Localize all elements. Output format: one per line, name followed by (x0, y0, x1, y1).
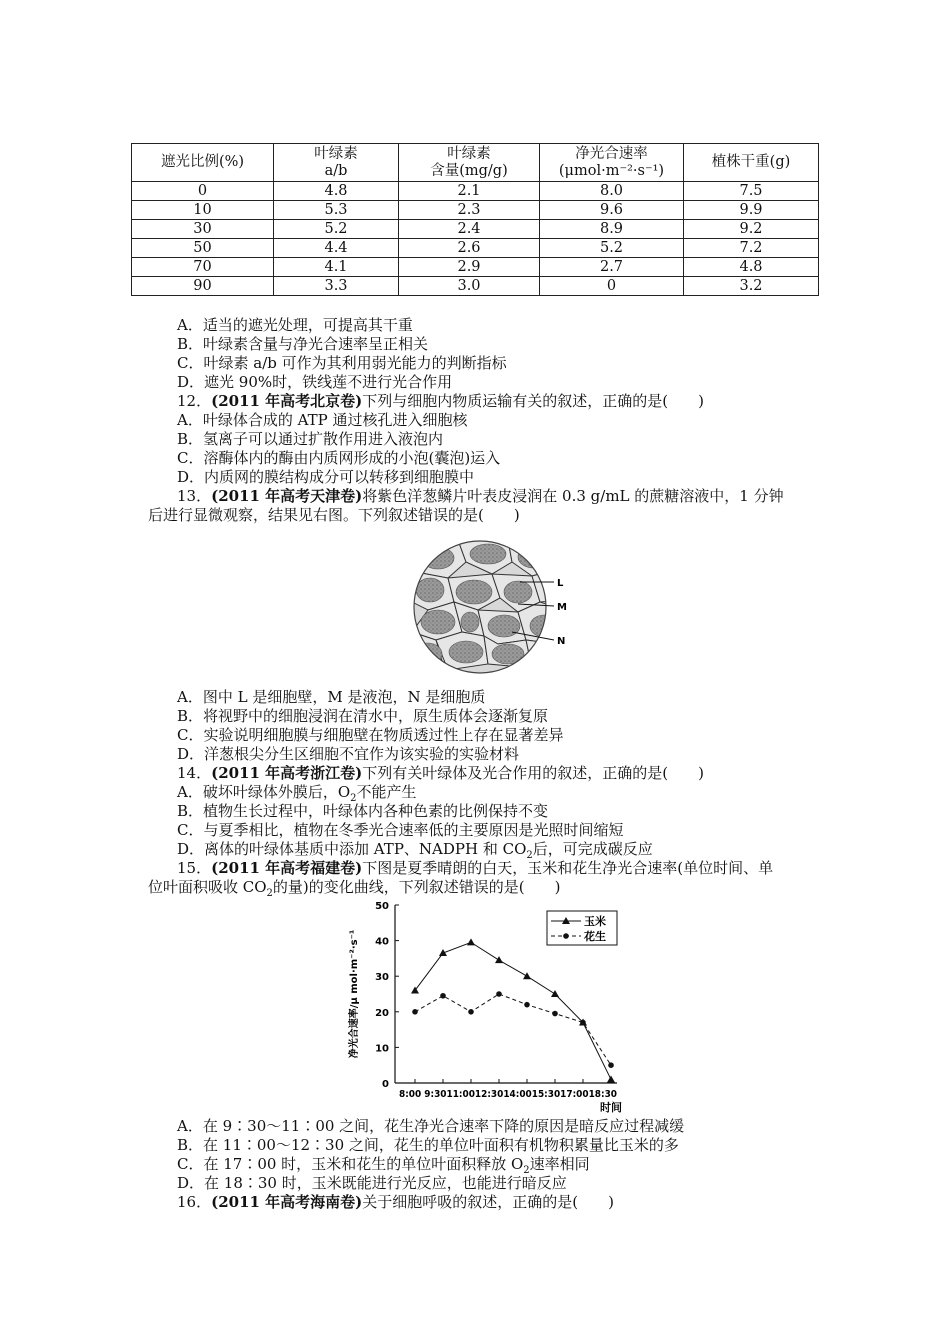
q12-option-b: B．氢离子可以通过扩散作用进入液泡内 (177, 430, 444, 448)
table-cell: 3.3 (274, 277, 399, 296)
q13-option-a: A．图中 L 是细胞壁，M 是液泡，N 是细胞质 (177, 688, 486, 706)
q13-option-c: C．实验说明细胞膜与细胞壁在物质透过性上存在显著差异 (177, 726, 564, 744)
onion-cell-micrograph (408, 540, 567, 674)
table-cell: 3.2 (684, 277, 819, 296)
table-cell: 2.3 (399, 201, 540, 220)
table-cell: 9.2 (684, 220, 819, 239)
y-tick-label: 50 (375, 901, 389, 912)
table-header-cell: 净光合速率 (μmol·m⁻²·s⁻¹) (540, 144, 684, 182)
data-point-peanut (524, 1002, 530, 1008)
q13-option-d: D．洋葱根尖分生区细胞不宜作为该实验的实验材料 (177, 745, 520, 763)
table-cell: 2.9 (399, 258, 540, 277)
q12-stem: 12．(2011 年高考北京卷)下列与细胞内物质运输有关的叙述，正确的是( ) (177, 392, 704, 410)
q13-option-b: B．将视野中的细胞浸润在清水中，原生质体会逐渐复原 (177, 707, 549, 725)
table-header-row (132, 144, 819, 182)
q13-stem-line1: 13．(2011 年高考天津卷)将紫色洋葱鳞片叶表皮浸润在 0.3 g/mL 的蔗糖溶液中，1 分钟 (177, 487, 784, 505)
table-row (132, 258, 819, 277)
table-cell: 30 (132, 220, 274, 239)
table-row (132, 239, 819, 258)
table-cell: 7.2 (684, 239, 819, 258)
chart-series (411, 938, 615, 1082)
data-point-peanut (496, 991, 502, 997)
series-line-corn (415, 942, 611, 1079)
q12-option-c: C．溶酶体内的酶由内质网形成的小泡(囊泡)运入 (177, 449, 501, 467)
table-header-cell: 叶绿素 a/b (274, 144, 399, 182)
q15-stem-line1: 15．(2011 年高考福建卷)下图是夏季晴朗的白天，玉米和花生净光合速率(单位时间、单 (177, 859, 774, 877)
x-axis-label: 时间 (600, 1101, 622, 1114)
y-axis (347, 901, 399, 1090)
table-cell: 10 (132, 201, 274, 220)
shading-data-table (131, 143, 819, 296)
q15-option-c: C．在 17∶00 时，玉米和花生的单位叶面积释放 $O_2$速率相同 (177, 1155, 590, 1176)
table-cell: 3.0 (399, 277, 540, 296)
q14-option-a: A．破坏叶绿体外膜后，$O_2$不能产生 (177, 783, 417, 804)
q14-option-d: D．离体的叶绿体基质中添加 ATP、NADPH 和 $CO_2$后，可完成碳反应 (177, 840, 653, 861)
table-cell: 9.6 (540, 201, 684, 220)
table-cell: 0 (540, 277, 684, 296)
data-point-corn (439, 949, 447, 956)
label-l: L (557, 578, 564, 589)
table-cell: 8.9 (540, 220, 684, 239)
table-cell: 4.8 (274, 182, 399, 201)
y-tick-label: 10 (375, 1043, 389, 1055)
q13-stem-line2: 后进行显微观察，结果见右图。下列叙述错误的是( ) (148, 506, 520, 524)
table-row (132, 201, 819, 220)
table-cell: 2.1 (399, 182, 540, 201)
label-n: N (557, 636, 566, 647)
q11-option-b: B．叶绿素含量与净光合速率呈正相关 (177, 335, 429, 353)
data-point-corn (551, 990, 559, 997)
table-cell: 70 (132, 258, 274, 277)
q12-option-d: D．内质网的膜结构成分可以转移到细胞膜中 (177, 468, 475, 486)
data-point-peanut (468, 1009, 474, 1015)
q16-stem: 16．(2011 年高考海南卷)关于细胞呼吸的叙述，正确的是( ) (177, 1193, 614, 1211)
table-cell: 2.7 (540, 258, 684, 277)
table-cell: 4.8 (684, 258, 819, 277)
y-axis-label: 净光合速率/μ mol·m⁻²·s⁻¹ (349, 929, 360, 1059)
table-row (132, 277, 819, 296)
data-point-peanut (440, 993, 446, 999)
table-cell: 5.3 (274, 201, 399, 220)
table-cell: 4.1 (274, 258, 399, 277)
data-point-corn (495, 956, 503, 963)
q12-option-a: A．叶绿体合成的 ATP 通过核孔进入细胞核 (177, 411, 468, 429)
q14-stem: 14．(2011 年高考浙江卷)下列有关叶绿体及光合作用的叙述，正确的是( ) (177, 764, 704, 782)
q15-option-b: B．在 11∶00～12∶30 之间，花生的单位叶面积有机物积累量比玉米的多 (177, 1136, 679, 1154)
label-m: M (557, 602, 567, 613)
table-cell: 50 (132, 239, 274, 258)
q11-option-d: D．遮光 90%时，铁线莲不进行光合作用 (177, 373, 453, 391)
q14-option-c: C．与夏季相比，植物在冬季光合速率低的主要原因是光照时间缩短 (177, 821, 624, 839)
table-cell: 4.4 (274, 239, 399, 258)
table-cell: 90 (132, 277, 274, 296)
y-tick-label: 0 (382, 1079, 389, 1090)
q15-option-d: D．在 18∶30 时，玉米既能进行光反应，也能进行暗反应 (177, 1174, 567, 1192)
table-row (132, 182, 819, 201)
table-cell: 5.2 (540, 239, 684, 258)
data-point-peanut (608, 1062, 614, 1068)
q11-option-a: A．适当的遮光处理，可提高其干重 (177, 316, 413, 334)
legend-box (547, 911, 617, 945)
series-line-peanut (415, 994, 611, 1065)
y-tick-label: 30 (375, 972, 389, 984)
table-cell: 2.6 (399, 239, 540, 258)
y-tick-label: 40 (375, 936, 389, 948)
legend-marker-peanut (563, 933, 569, 939)
data-point-peanut (552, 1011, 558, 1017)
data-point-peanut (412, 1009, 418, 1015)
photosynthesis-line-chart (343, 895, 643, 1113)
x-axis (395, 1079, 622, 1114)
q11-option-c: C．叶绿素 a/b 可作为其利用弱光能力的判断指标 (177, 354, 507, 372)
table-cell: 7.5 (684, 182, 819, 201)
table-row (132, 220, 819, 239)
data-point-peanut (580, 1020, 586, 1026)
x-tick-labels: 8:00 9:3011:0012:3014:0015:3017:0018:30 (399, 1089, 618, 1100)
table-cell: 8.0 (540, 182, 684, 201)
chart-legend (547, 911, 617, 945)
y-tick-label: 20 (375, 1007, 389, 1019)
table-header-cell: 遮光比例(%) (132, 144, 274, 182)
data-point-corn (523, 972, 531, 979)
table-header-cell: 植株干重(g) (684, 144, 819, 182)
table-cell: 5.2 (274, 220, 399, 239)
table-cell: 9.9 (684, 201, 819, 220)
q15-option-a: A．在 9∶30～11∶00 之间，花生净光合速率下降的原因是暗反应过程减缓 (177, 1117, 685, 1135)
table-header-cell: 叶绿素 含量(mg/g) (399, 144, 540, 182)
q14-option-b: B．植物生长过程中，叶绿体内各种色素的比例保持不变 (177, 802, 549, 820)
legend-label: 花生 (584, 930, 606, 943)
table-cell: 2.4 (399, 220, 540, 239)
table-cell: 0 (132, 182, 274, 201)
data-point-corn (607, 1075, 615, 1082)
q15-stem-line2: 位叶面积吸收 $CO_2$的量)的变化曲线，下列叙述错误的是( ) (148, 878, 561, 899)
legend-label: 玉米 (584, 915, 606, 928)
data-point-corn (467, 938, 475, 945)
